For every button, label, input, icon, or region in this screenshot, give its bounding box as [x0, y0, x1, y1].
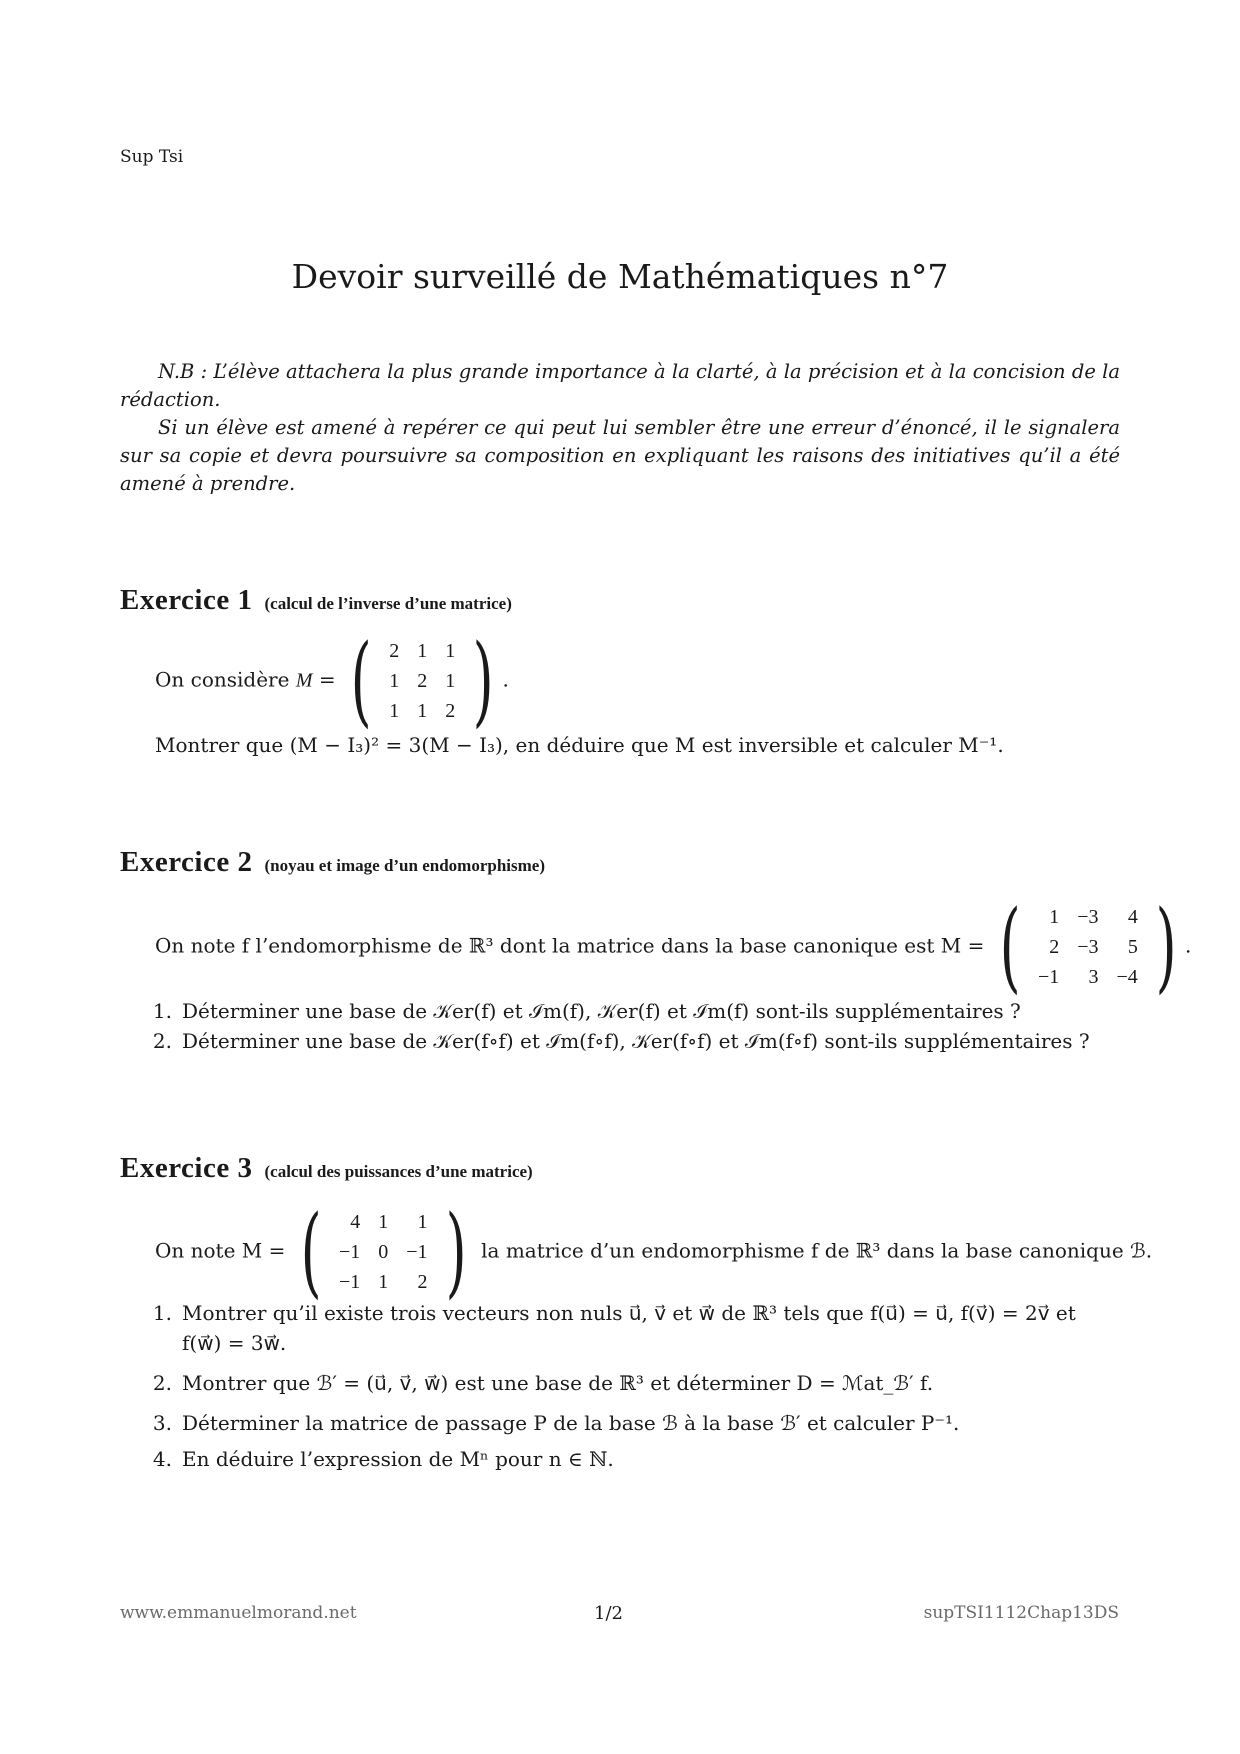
exercise-3-questions	[140, 1298, 1120, 1474]
exercise-2-intro: On note f l’endomorphisme de ℝ³ dont la matrice dans la base canonique est M =	[155, 933, 985, 958]
matrix-cell: 1	[1049, 905, 1060, 928]
exercise-3-intro: On note M =	[155, 1238, 286, 1263]
list-item: 1. Déterminer une base de 𝒦er(f) et ℐm(f), 𝒦er(f) et ℐm(f) sont-ils supplémentaires ?	[152, 999, 1021, 1023]
exercise-1-title: Exercice 1	[120, 584, 253, 616]
exercise-3-subtitle: (calcul des puissances d’une matrice)	[264, 1162, 533, 1181]
exercise-2-subtitle: (noyau et image d’un endomorphisme)	[264, 856, 545, 875]
exercise-3-after: la matrice d’un endomorphisme f de ℝ³ dans la base canonique ℬ.	[481, 1238, 1153, 1263]
matrix-cell: 5	[1127, 935, 1138, 958]
matrix-row	[380, 666, 464, 696]
matrix-cell: 1	[389, 699, 400, 722]
footer-page-number: 1/2	[594, 1603, 623, 1624]
matrix-cell: −1	[1037, 965, 1060, 988]
matrix-row	[1029, 962, 1147, 992]
matrix-cell: 0	[378, 1240, 389, 1263]
exercise-3-title: Exercice 3	[120, 1152, 253, 1184]
matrix-cell: 4	[1127, 905, 1138, 928]
matrix-cell: 1	[445, 639, 456, 662]
matrix-cell: 2	[417, 669, 428, 692]
nb-paragraph-2: Si un élève est amené à repérer ce qui peut lui sembler être une erreur d’énoncé, il le signalera sur sa copie et devra poursuivre sa composition en expliquant les raisons des initiatives qu’il a été amené à prendre.	[120, 416, 1120, 495]
matrix-row	[330, 1207, 437, 1237]
matrix-cell: 1	[417, 699, 428, 722]
matrix-cell: 1	[389, 669, 400, 692]
matrix-cell: 2	[389, 639, 400, 662]
matrix-cell: −3	[1077, 935, 1099, 958]
footer-website: www.emmanuelmorand.net	[120, 1603, 357, 1623]
exercise-1-matrix-line: On considère M = ( 2 1 1 1 2 1 1 1 2 ) .	[155, 624, 509, 738]
matrix-cell: −1	[338, 1240, 361, 1263]
matrix-cell: 4	[350, 1210, 361, 1233]
matrix-cell: −3	[1077, 905, 1099, 928]
exercise-1-matrix: ( 2 1 1 1 2 1 1 1 2 )	[350, 624, 494, 738]
exercise-2-questions	[140, 996, 1120, 1056]
matrix-row	[380, 696, 464, 726]
list-item: 3. Déterminer la matrice de passage P de la base ℬ à la base ℬ′ et calculer P⁻¹.	[152, 1411, 960, 1435]
matrix-cell: 1	[417, 1210, 428, 1233]
matrix-cell: 1	[378, 1270, 389, 1293]
matrix-cell: −1	[338, 1270, 361, 1293]
exercise-2-matrix: ( 1 −3 4 2 −3 5 −1 3 −4 )	[999, 890, 1177, 1004]
matrix-cell: 1	[378, 1210, 389, 1233]
exercise-2-title: Exercice 2	[120, 846, 253, 878]
list-item: 1. Montrer qu’il existe trois vecteurs non nuls u⃗, v⃗ et w⃗ de ℝ³ tels que f(u⃗) = u⃗, f(v⃗) = 2v⃗ et f(w⃗) = 3w⃗.	[152, 1301, 1076, 1355]
matrix-row	[1029, 932, 1147, 962]
matrix-cell: 2	[417, 1270, 428, 1293]
matrix-cell: −4	[1116, 965, 1138, 988]
matrix-cell: −1	[406, 1240, 428, 1263]
exercise-1-heading	[120, 584, 512, 617]
nb-paragraph-1: N.B : L’élève attachera la plus grande importance à la clarté, à la précision et à la concision de la rédaction.	[120, 360, 1120, 411]
exercise-2-matrix-line: On note f l’endomorphisme de ℝ³ dont la matrice dans la base canonique est M = ( 1 −3 4 2 −3 5 −1 3 −4 ) .	[155, 890, 1192, 1004]
matrix-cell: 3	[1088, 965, 1099, 988]
matrix-row	[1029, 902, 1147, 932]
exercise-2-heading	[120, 846, 545, 879]
matrix-cell: 1	[445, 669, 456, 692]
matrix-cell: 2	[445, 699, 456, 722]
header-class-label: Sup Tsi	[120, 147, 184, 167]
exercise-1-intro: On considère	[155, 667, 296, 692]
exercise-3-matrix-line	[155, 1195, 1153, 1309]
matrix-cell: 2	[1049, 935, 1060, 958]
matrix-row	[330, 1267, 437, 1297]
exercise-3-heading	[120, 1152, 533, 1185]
list-item: 2. Déterminer une base de 𝒦er(f∘f) et ℐm(f∘f), 𝒦er(f∘f) et ℐm(f∘f) sont-ils supplémentaires ?	[152, 1029, 1090, 1053]
matrix-cell: 1	[417, 639, 428, 662]
exercise-1-question: Montrer que (M − I₃)² = 3(M − I₃), en déduire que M est inversible et calculer M⁻¹.	[155, 733, 1004, 757]
exercise-3-matrix: ( 4 1 1 −1 0 −1 −1 1 2 )	[300, 1195, 467, 1309]
footer-document-id: supTSI1112Chap13DS	[923, 1603, 1119, 1623]
nb-notice	[120, 358, 1120, 498]
page-title: Devoir surveillé de Mathématiques n°7	[291, 257, 949, 296]
exercise-1-subtitle: (calcul de l’inverse d’une matrice)	[264, 594, 512, 613]
list-item: 4. En déduire l’expression de Mⁿ pour n ∈ ℕ.	[152, 1447, 614, 1471]
matrix-row	[380, 636, 464, 666]
list-item: 2. Montrer que ℬ′ = (u⃗, v⃗, w⃗) est une base de ℝ³ et déterminer D = ℳat_ℬ′ f.	[152, 1371, 934, 1395]
matrix-row	[330, 1237, 437, 1267]
